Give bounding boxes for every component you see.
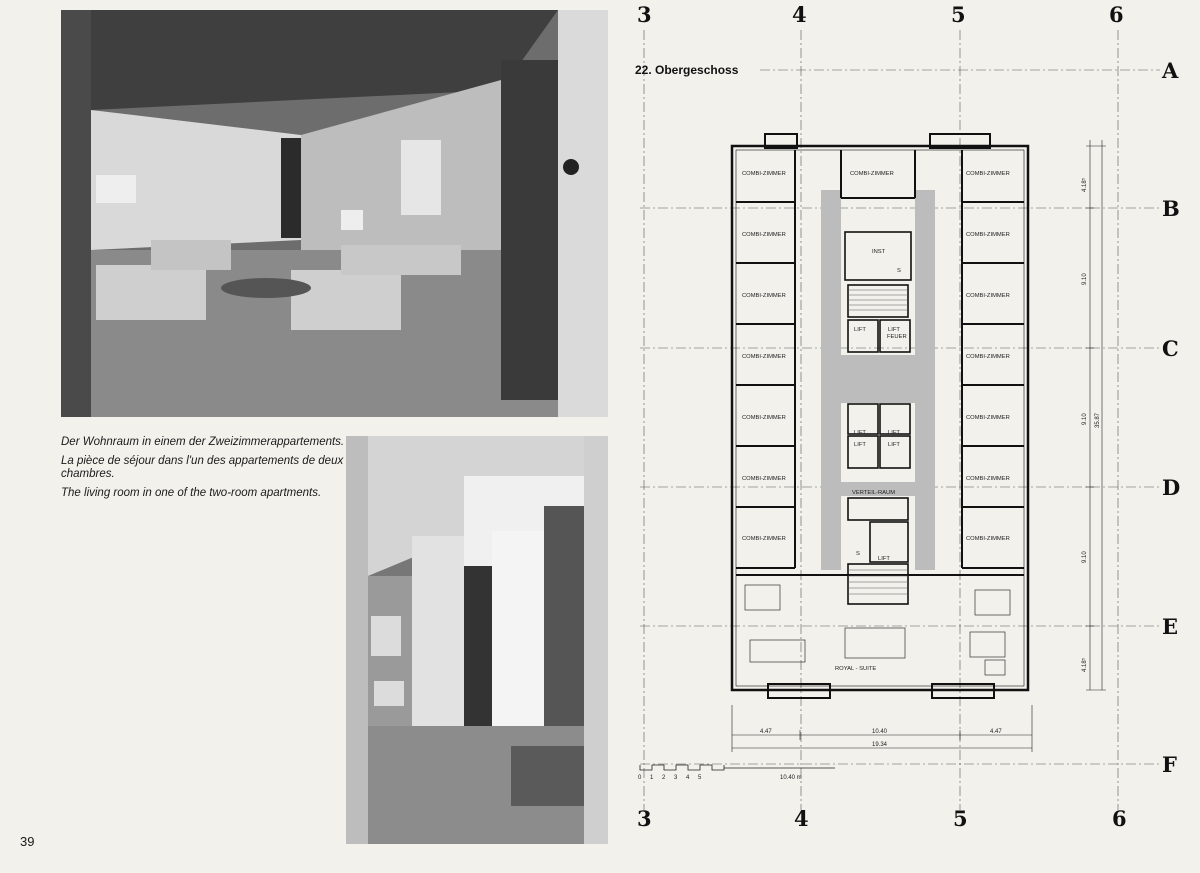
dim-bottom-2: 4.47 <box>990 729 1002 735</box>
room-label-lift-7: LIFT <box>878 556 890 562</box>
dim-right-4: 4.18⁵ <box>1082 657 1088 672</box>
grid-label-row-f: F <box>1162 752 1177 777</box>
grid-label-col-4-top: 4 <box>792 2 807 27</box>
scale-labels <box>638 775 702 781</box>
dim-right-1: 9.10 <box>1082 273 1088 285</box>
room-label-lift-4: LIFT <box>888 430 900 436</box>
photo-caption <box>61 436 351 506</box>
grid-label-row-a: A <box>1162 58 1179 83</box>
room-label-combi-left: COMBI-ZIMMER <box>742 232 786 238</box>
caption-english: The living room in one of the two-room apartments. <box>61 487 322 499</box>
dim-right-total: 35.87 <box>1095 412 1101 428</box>
scale-tick-label: 3 <box>674 775 678 781</box>
grid-label-col-5-bottom: 5 <box>953 806 968 831</box>
room-label-verteil-raum: VERTEIL-RAUM <box>852 490 896 496</box>
room-label-lift-6: LIFT <box>888 442 900 448</box>
central-corridor <box>821 190 935 570</box>
grid-label-row-d: D <box>1162 475 1181 500</box>
dim-right-0: 4.18⁵ <box>1082 177 1088 192</box>
room-label-combi-left: COMBI-ZIMMER <box>742 293 786 299</box>
scale-tick-label: 0 <box>638 775 642 781</box>
core <box>845 232 911 604</box>
living-room-photo <box>61 10 608 417</box>
room-label-combi-right: COMBI-ZIMMER <box>966 354 1010 360</box>
caption-french: La pièce de séjour dans l'un des appartements de deux chambres. <box>61 455 344 480</box>
room-label-lift-3: LIFT <box>854 430 866 436</box>
grid-label-col-4-bottom: 4 <box>794 806 809 831</box>
room-label-combi-right: COMBI-ZIMMER <box>966 415 1010 421</box>
room-label-combi-right: COMBI-ZIMMER <box>966 476 1010 482</box>
suite-furniture <box>745 585 1010 675</box>
room-label-combi-center: COMBI-ZIMMER <box>850 171 894 177</box>
room-label-combi-right: COMBI-ZIMMER <box>966 232 1010 238</box>
room-label-combi-left: COMBI-ZIMMER <box>742 536 786 542</box>
room-label-inst: INST <box>872 249 886 255</box>
scale-tick-label: 1 <box>650 775 654 781</box>
room-label-combi-left: COMBI-ZIMMER <box>742 354 786 360</box>
room-label-combi-right: COMBI-ZIMMER <box>966 293 1010 299</box>
room-label-combi-left: COMBI-ZIMMER <box>742 476 786 482</box>
dim-bottom-0: 4.47 <box>760 729 772 735</box>
plan-title: 22. Obergeschoss <box>635 63 739 77</box>
grid-label-col-6-top: 6 <box>1109 2 1124 27</box>
room-label-lift-feuer: FEUER <box>887 334 907 340</box>
scale-bar <box>640 765 835 770</box>
dim-right-2: 9.10 <box>1082 413 1088 425</box>
grid-label-row-e: E <box>1162 614 1179 639</box>
grid-label-row-c: C <box>1162 336 1179 361</box>
grid-label-col-3-bottom: 3 <box>637 806 652 831</box>
room-label-combi-left: COMBI-ZIMMER <box>742 415 786 421</box>
grid-label-col-6-bottom: 6 <box>1112 806 1127 831</box>
room-label-lift-1: LIFT <box>854 327 866 333</box>
room-label-combi-right: COMBI-ZIMMER <box>966 536 1010 542</box>
room-label-lift-2: LIFT <box>888 327 900 333</box>
grid-label-col-3-top: 3 <box>637 2 652 27</box>
room-label-s-upper: S <box>897 268 901 274</box>
grid-label-row-b: B <box>1162 196 1180 221</box>
room-label-royal-suite: ROYAL - SUITE <box>835 666 877 672</box>
grid-label-col-5-top: 5 <box>951 2 966 27</box>
page-number: 39 <box>20 834 35 849</box>
room-label-s-lower: S <box>856 551 860 557</box>
scale-tick-label: 5 <box>698 775 702 781</box>
dim-right-3: 9.10 <box>1082 551 1088 563</box>
dim-bottom-total: 19.34 <box>872 742 888 748</box>
dim-bottom-1: 10.40 <box>872 729 888 735</box>
hallway-photo <box>346 436 608 844</box>
scale-tick-label: 2 <box>662 775 666 781</box>
scale-total-label: 10.40 m <box>780 775 802 781</box>
floor-plan <box>620 0 1200 873</box>
scale-tick-label: 4 <box>686 775 690 781</box>
room-label-lift-5: LIFT <box>854 442 866 448</box>
room-label-combi-left: COMBI-ZIMMER <box>742 171 786 177</box>
caption-german: Der Wohnraum in einem der Zweizimmerappartements. <box>61 436 345 448</box>
room-label-combi-right: COMBI-ZIMMER <box>966 171 1010 177</box>
